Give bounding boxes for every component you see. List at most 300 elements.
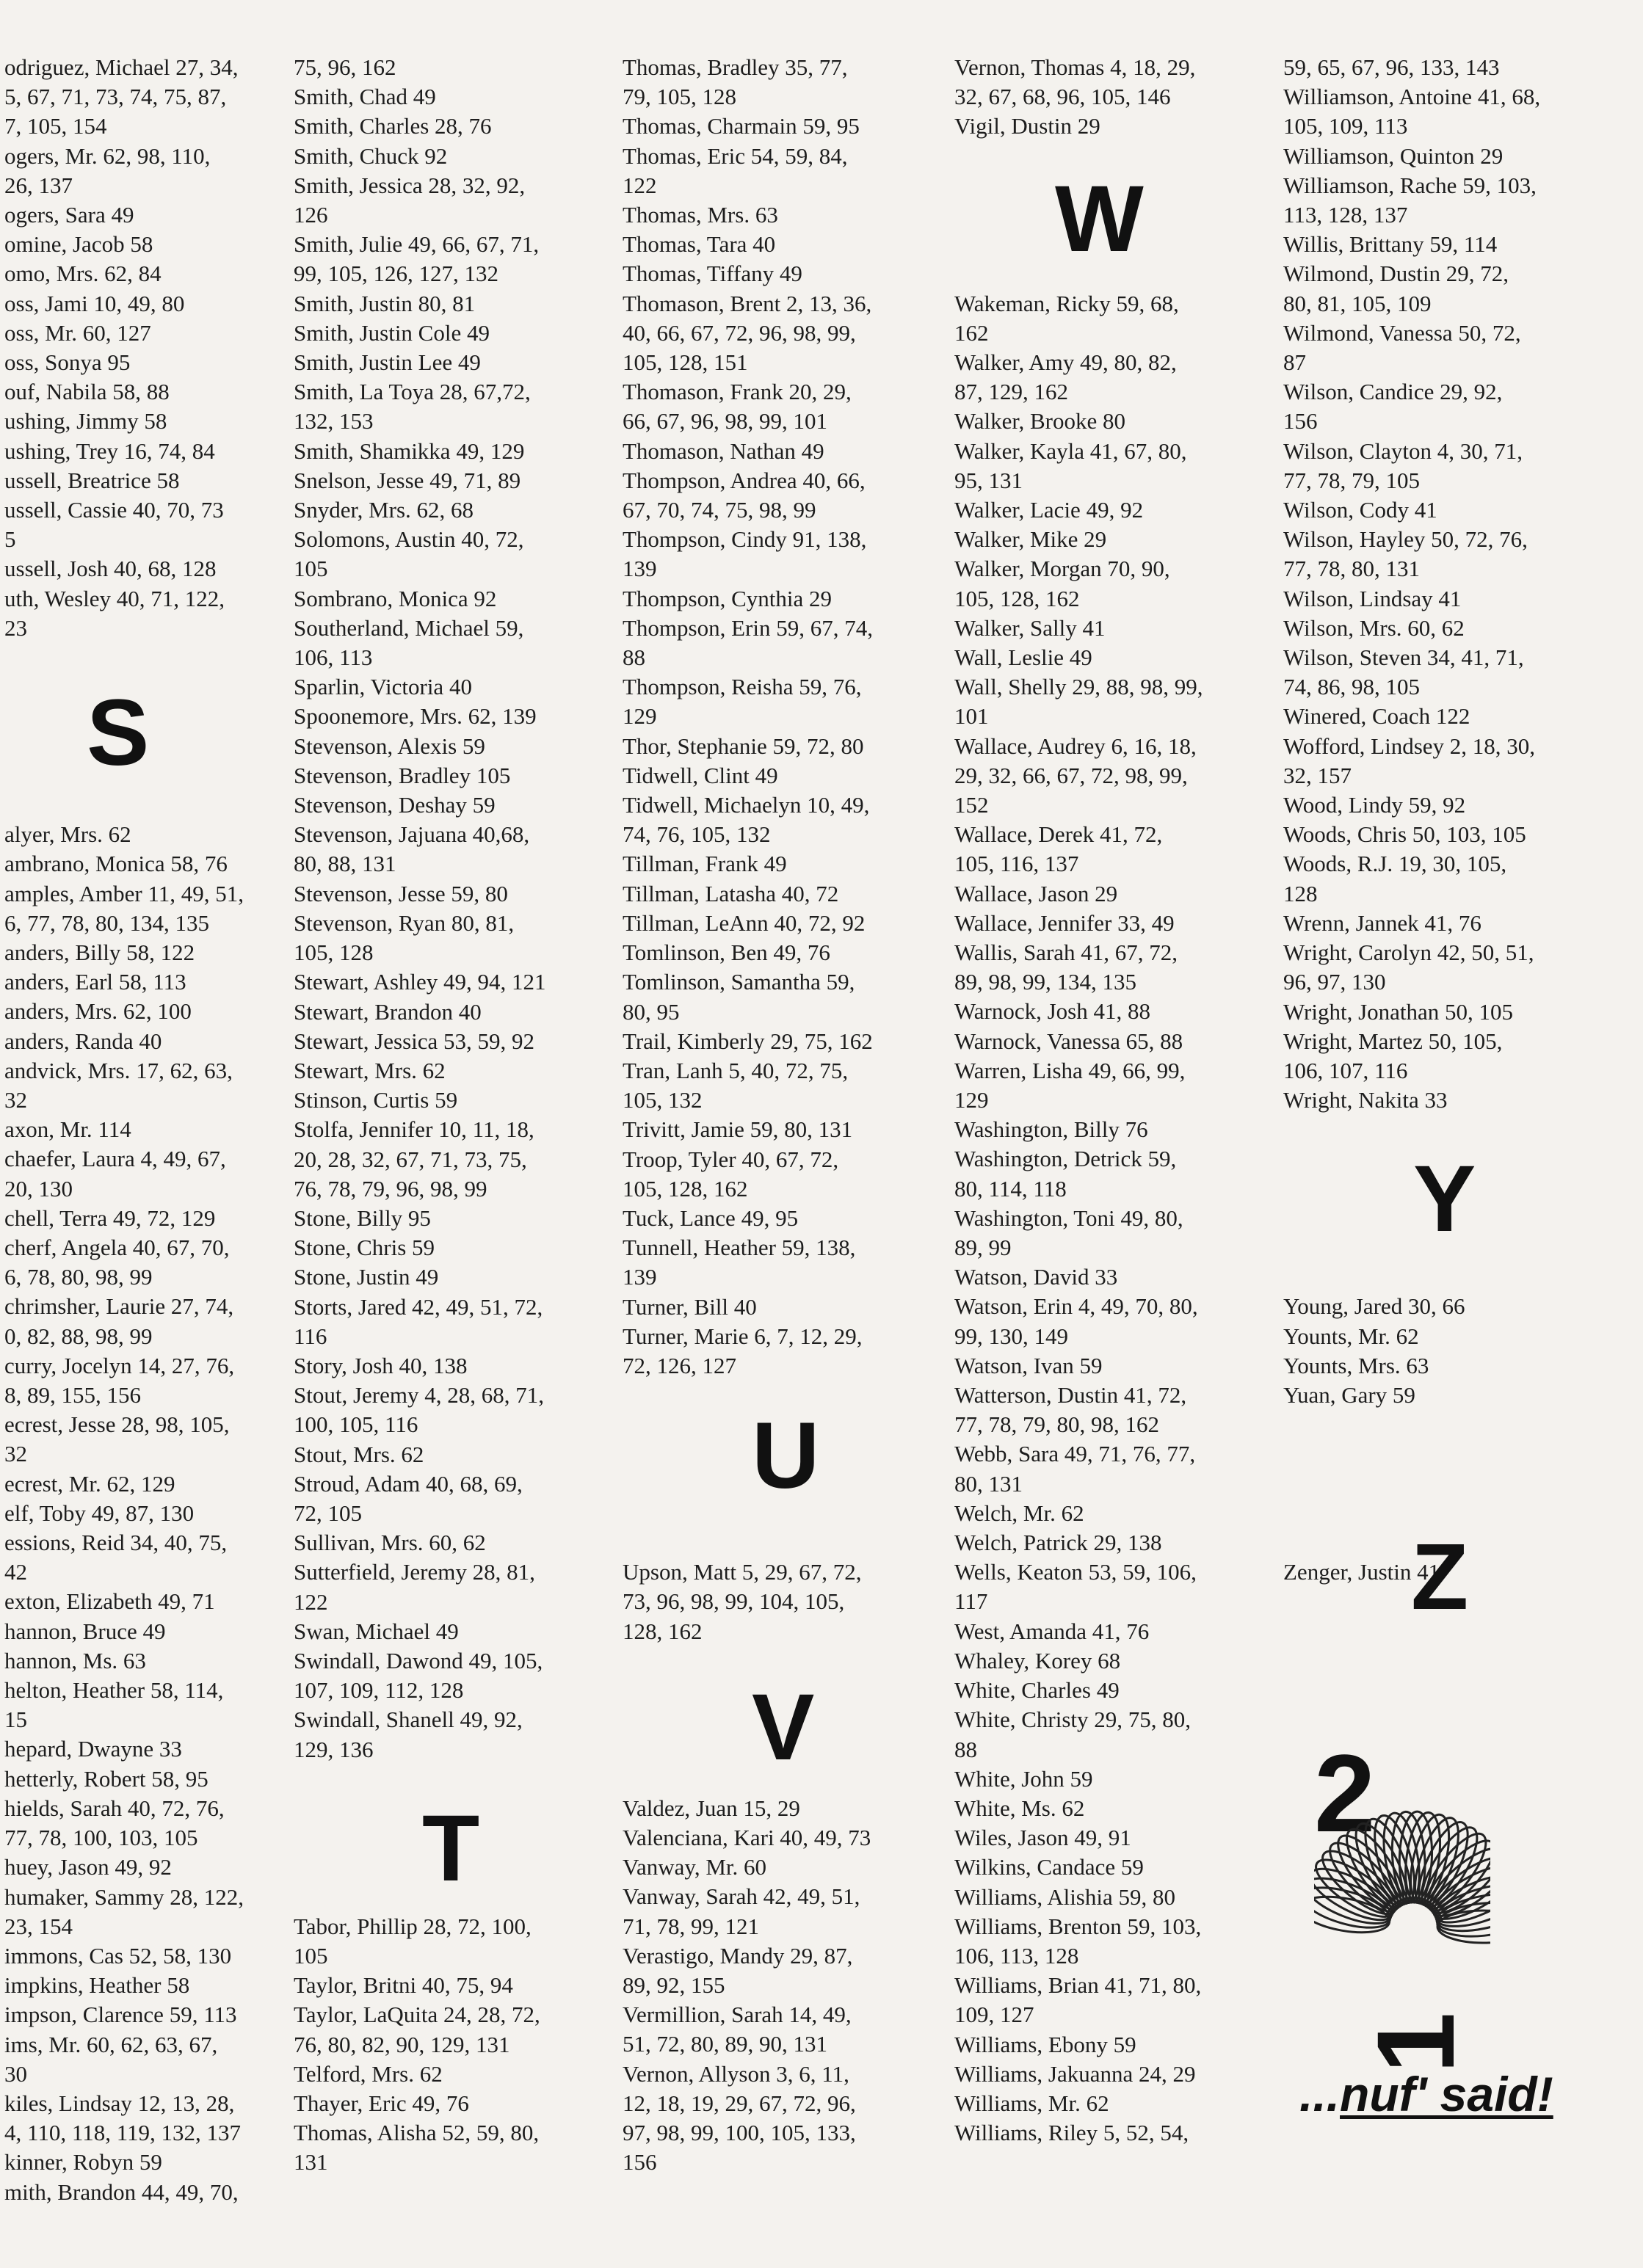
index-entry: Williamson, Antoine 41, 68, (1283, 84, 1541, 110)
index-entry: Wiles, Jason 49, 91 (954, 1825, 1131, 1851)
index-entry: 80, 81, 105, 109 (1283, 290, 1432, 316)
index-entry: Stevenson, Ryan 80, 81, (294, 909, 515, 936)
index-entry: Snelson, Jesse 49, 71, 89 (294, 467, 521, 493)
index-entry: 87, 129, 162 (954, 379, 1068, 405)
index-entry: Wilson, Steven 34, 41, 71, (1283, 644, 1524, 671)
index-entry (1283, 1439, 1636, 1469)
index-entry: 32, 157 (1283, 762, 1352, 788)
tagline-prefix: ... (1299, 2067, 1341, 2121)
index-entry: 162 (954, 319, 989, 346)
index-entry: Tillman, Latasha 40, 72 (623, 880, 839, 906)
index-entry: essions, Reid 34, 40, 75, (4, 1530, 228, 1556)
index-entry: Stevenson, Jajuana 40,68, (294, 821, 530, 848)
index-entry: ussell, Cassie 40, 70, 73 (4, 497, 224, 523)
index-entry: 77, 78, 80, 131 (1283, 556, 1420, 582)
index-entry: anders, Earl 58, 113 (4, 969, 186, 995)
index-entry: Tuck, Lance 49, 95 (623, 1204, 799, 1231)
index-entry: Warnock, Vanessa 65, 88 (954, 1028, 1183, 1054)
index-entry: Wrenn, Jannek 41, 76 (1283, 909, 1481, 936)
index-entry: omo, Mrs. 62, 84 (4, 261, 162, 287)
index-entry: ouf, Nabila 58, 88 (4, 379, 170, 405)
index-entry: 131 (294, 2149, 328, 2176)
index-entry: Smith, Julie 49, 66, 67, 71, (294, 231, 540, 258)
index-entry: Stevenson, Bradley 105 (294, 762, 511, 788)
index-entry: 74, 76, 105, 132 (623, 821, 771, 848)
index-entry: 89, 98, 99, 134, 135 (954, 969, 1136, 995)
index-entry: 129 (954, 1087, 989, 1113)
index-entry: Thor, Stephanie 59, 72, 80 (623, 733, 864, 759)
index-entry: Walker, Mike 29 (954, 526, 1107, 553)
index-entry: 101 (954, 703, 989, 730)
index-entry: Watson, David 33 (954, 1264, 1118, 1290)
index-entry: Stevenson, Jesse 59, 80 (294, 880, 508, 906)
index-entry: 15 (4, 1707, 27, 1733)
index-entry: Stone, Billy 95 (294, 1204, 431, 1231)
index-entry: 105 (294, 556, 328, 582)
index-entry: Thomas, Bradley 35, 77, (623, 54, 848, 80)
index-entry: 106, 113 (294, 644, 373, 671)
index-entry: 73, 96, 98, 99, 104, 105, (623, 1588, 845, 1615)
index-entry: impson, Clarence 59, 113 (4, 2002, 237, 2028)
index-entry: Wood, Lindy 59, 92 (1283, 792, 1466, 818)
index-entry: Sombrano, Monica 92 (294, 585, 497, 611)
index-entry: 76, 78, 79, 96, 98, 99 (294, 1175, 487, 1202)
index-entry: Tomlinson, Samantha 59, (623, 969, 855, 995)
index-entry: oss, Sonya 95 (4, 349, 131, 376)
index-entry: Verastigo, Mandy 29, 87, (623, 1942, 853, 1969)
index-entry: Walker, Amy 49, 80, 82, (954, 349, 1177, 375)
index-entry: Wilmond, Vanessa 50, 72, (1283, 319, 1521, 346)
index-entry: 6, 77, 78, 80, 134, 135 (4, 909, 209, 936)
index-entry: 95, 131 (954, 467, 1023, 493)
index-entry: 105, 128, 162 (954, 585, 1080, 611)
index-entry: Wilson, Hayley 50, 72, 76, (1283, 526, 1528, 553)
index-entry: alyer, Mrs. 62 (4, 821, 131, 848)
index-entry: Southerland, Michael 59, (294, 614, 524, 641)
index-entry: 77, 78, 100, 103, 105 (4, 1825, 198, 1851)
index-entry: Williams, Riley 5, 52, 54, (954, 2120, 1189, 2146)
index-entry: Thompson, Erin 59, 67, 74, (623, 614, 873, 641)
index-entry: 129, 136 (294, 1736, 374, 1762)
index-entry: ushing, Jimmy 58 (4, 408, 167, 435)
section-letter-z: Z (1411, 1524, 1469, 1629)
index-entry: Wilson, Clayton 4, 30, 71, (1283, 437, 1523, 464)
index-entry: chell, Terra 49, 72, 129 (4, 1204, 216, 1231)
index-entry: ussell, Josh 40, 68, 128 (4, 556, 217, 582)
index-entry: 75, 96, 162 (294, 54, 396, 80)
index-entry: 116 (294, 1323, 327, 1349)
index-entry: 23 (4, 614, 27, 641)
index-entry: chaefer, Laura 4, 49, 67, (4, 1146, 226, 1172)
index-entry: Watterson, Dustin 41, 72, (954, 1382, 1187, 1409)
index-entry: Warren, Lisha 49, 66, 99, (954, 1057, 1186, 1083)
index-entry: Wilson, Candice 29, 92, (1283, 379, 1503, 405)
index-entry: West, Amanda 41, 76 (954, 1618, 1150, 1644)
index-entry: 72, 105 (294, 1500, 362, 1526)
spring-2001-artwork (1314, 1729, 1490, 2073)
index-entry: Wright, Nakita 33 (1283, 1087, 1448, 1113)
index-entry: Willis, Brittany 59, 114 (1283, 231, 1498, 258)
index-entry: Welch, Mr. 62 (954, 1500, 1084, 1526)
index-entry: Vanway, Mr. 60 (623, 1854, 767, 1880)
index-entry: 40, 66, 67, 72, 96, 98, 99, (623, 319, 856, 346)
index-entry: Thomason, Frank 20, 29, (623, 379, 852, 405)
index-entry: Wakeman, Ricky 59, 68, (954, 290, 1179, 316)
index-entry: 99, 105, 126, 127, 132 (294, 261, 498, 287)
index-entry: 105, 128, 151 (623, 349, 748, 376)
index-entry: 26, 137 (4, 172, 73, 198)
index-entry: Thomas, Eric 54, 59, 84, (623, 142, 848, 169)
index-entry: Wall, Leslie 49 (954, 644, 1092, 670)
index-entry: cherf, Angela 40, 67, 70, (4, 1235, 230, 1261)
index-entry: Stout, Jeremy 4, 28, 68, 71, (294, 1382, 544, 1409)
index-entry: White, Ms. 62 (954, 1795, 1085, 1821)
index-entry: 105, 128 (294, 939, 374, 966)
index-entry: Stewart, Ashley 49, 94, 121 (294, 969, 546, 995)
index-entry: Snyder, Mrs. 62, 68 (294, 497, 474, 523)
index-entry: 12, 18, 19, 29, 67, 72, 96, (623, 2090, 856, 2116)
index-entry: 105, 109, 113 (1283, 113, 1408, 139)
index-entry: 66, 67, 96, 98, 99, 101 (623, 408, 827, 435)
index-entry: Walker, Kayla 41, 67, 80, (954, 437, 1187, 464)
index-entry: Williams, Alishia 59, 80 (954, 1883, 1175, 1910)
index-entry: Swindall, Shanell 49, 92, (294, 1707, 523, 1733)
index-entry (623, 1646, 953, 1676)
index-entry: Washington, Toni 49, 80, (954, 1204, 1183, 1231)
index-entry: Tomlinson, Ben 49, 76 (623, 939, 830, 966)
tagline-main: nuf' said! (1340, 2067, 1553, 2121)
index-entry: Tran, Lanh 5, 40, 72, 75, (623, 1057, 849, 1083)
index-entry: Turner, Marie 6, 7, 12, 29, (623, 1323, 863, 1349)
index-entry: 89, 92, 155 (623, 1972, 725, 1999)
index-entry: ecrest, Mr. 62, 129 (4, 1470, 175, 1497)
index-entry: helton, Heather 58, 114, (4, 1677, 224, 1704)
index-entry (1283, 1499, 1636, 1528)
index-entry: Woods, Chris 50, 103, 105 (1283, 821, 1526, 848)
index-entry: Younts, Mrs. 63 (1283, 1352, 1429, 1378)
index-entry: 156 (623, 2149, 657, 2176)
index-entry: Thomason, Brent 2, 13, 36, (623, 290, 872, 316)
index-entry: 67, 70, 74, 75, 98, 99 (623, 497, 816, 523)
index-entry: Whaley, Korey 68 (954, 1647, 1121, 1673)
index-entry: 32, 67, 68, 96, 105, 146 (954, 84, 1171, 110)
index-entry: Wilmond, Dustin 29, 72, (1283, 261, 1509, 287)
index-entry: Swindall, Dawond 49, 105, (294, 1647, 543, 1673)
index-entry: 106, 113, 128 (954, 1942, 1079, 1969)
index-entry: Wallace, Audrey 6, 16, 18, (954, 733, 1197, 759)
index-entry: Smith, La Toya 28, 67,72, (294, 379, 531, 405)
index-entry: hepard, Dwayne 33 (4, 1736, 182, 1762)
index-entry: Williams, Brian 41, 71, 80, (954, 1972, 1202, 1999)
index-entry: 105 (294, 1942, 328, 1969)
index-entry: Watson, Erin 4, 49, 70, 80, (954, 1293, 1198, 1320)
index-entry: Stevenson, Deshay 59 (294, 792, 496, 818)
index-entry: Thomas, Charmain 59, 95 (623, 113, 860, 139)
index-entry: 80, 88, 131 (294, 851, 396, 877)
index-entry: exton, Elizabeth 49, 71 (4, 1588, 215, 1615)
index-entry: 128 (1283, 880, 1318, 906)
index-entry: White, Christy 29, 75, 80, (954, 1707, 1192, 1733)
index-entry: Sullivan, Mrs. 60, 62 (294, 1530, 486, 1556)
index-entry: 30 (4, 2060, 27, 2087)
index-entry: Wofford, Lindsey 2, 18, 30, (1283, 733, 1536, 759)
index-entry: 88 (623, 644, 645, 671)
index-entry: Watson, Ivan 59 (954, 1352, 1103, 1378)
index-entry: 20, 130 (4, 1175, 73, 1202)
index-entry: axon, Mr. 114 (4, 1116, 131, 1143)
index-entry: Tidwell, Michaelyn 10, 49, (623, 792, 870, 818)
index-entry: 139 (623, 1264, 657, 1290)
index-entry: 42 (4, 1559, 27, 1585)
index-entry: Story, Josh 40, 138 (294, 1352, 468, 1378)
index-entry: 32 (4, 1087, 27, 1113)
index-entry: 80, 95 (623, 998, 680, 1025)
index-entry (1283, 1262, 1636, 1292)
index-entry: Wallace, Jason 29 (954, 880, 1118, 906)
index-entry: Wallace, Jennifer 33, 49 (954, 909, 1175, 936)
index-entry: Valdez, Juan 15, 29 (623, 1795, 800, 1821)
index-entry: Warnock, Josh 41, 88 (954, 998, 1150, 1025)
index-entry (1283, 1410, 1636, 1439)
index-entry: Trail, Kimberly 29, 75, 162 (623, 1028, 873, 1054)
index-entry: Valenciana, Kari 40, 49, 73 (623, 1825, 871, 1851)
section-letter-v: V (752, 1675, 815, 1780)
index-entry: Thompson, Cindy 91, 138, (623, 526, 867, 553)
index-entry: Walker, Sally 41 (954, 614, 1106, 641)
index-entry: odriguez, Michael 27, 34, (4, 54, 239, 80)
index-entry: uth, Wesley 40, 71, 122, (4, 585, 225, 611)
index-entry: ushing, Trey 16, 74, 84 (4, 437, 215, 464)
index-entry: Solomons, Austin 40, 72, (294, 526, 524, 553)
index-entry: 107, 109, 112, 128 (294, 1677, 464, 1704)
index-entry: 72, 126, 127 (623, 1352, 736, 1378)
index-entry: Stewart, Mrs. 62 (294, 1057, 446, 1083)
index-entry: Stone, Chris 59 (294, 1235, 435, 1261)
tagline (1299, 2066, 1553, 2122)
index-entry: Smith, Charles 28, 76 (294, 113, 492, 139)
index-entry: Thompson, Reisha 59, 76, (623, 674, 862, 700)
index-entry (623, 1528, 953, 1558)
index-column-4 (954, 53, 1285, 2148)
index-entry (1283, 1115, 1636, 1144)
index-entry: 132, 153 (294, 408, 374, 435)
index-entry: 128, 162 (623, 1618, 703, 1644)
index-entry: kinner, Robyn 59 (4, 2149, 162, 2176)
index-entry: ussell, Breatrice 58 (4, 467, 180, 493)
index-entry: 32 (4, 1441, 27, 1467)
index-entry: humaker, Sammy 28, 122, (4, 1883, 244, 1910)
index-entry: Williamson, Rache 59, 103, (1283, 172, 1537, 198)
index-entry: 4, 110, 118, 119, 132, 137 (4, 2120, 242, 2146)
index-entry: 126 (294, 202, 328, 228)
index-entry: 88 (954, 1736, 977, 1762)
index-entry: Younts, Mr. 62 (1283, 1323, 1419, 1349)
index-entry: immons, Cas 52, 58, 130 (4, 1942, 232, 1969)
index-entry: Stroud, Adam 40, 68, 69, (294, 1470, 523, 1497)
index-entry: 74, 86, 98, 105 (1283, 674, 1420, 700)
index-entry: anders, Mrs. 62, 100 (4, 998, 192, 1025)
index-entry: 7, 105, 154 (4, 113, 107, 139)
index-entry: Thomas, Tiffany 49 (623, 261, 802, 287)
index-entry: 20, 28, 32, 67, 71, 73, 75, (294, 1146, 527, 1172)
index-entry: Webb, Sara 49, 71, 76, 77, (954, 1441, 1196, 1467)
index-entry: 122 (623, 172, 657, 198)
index-entry: Vernon, Thomas 4, 18, 29, (954, 54, 1196, 80)
index-entry: Smith, Chad 49 (294, 84, 436, 110)
index-entry: 77, 78, 79, 105 (1283, 467, 1420, 493)
index-entry: Tabor, Phillip 28, 72, 100, (294, 1913, 532, 1939)
index-entry: Tillman, Frank 49 (623, 851, 787, 877)
index-entry: 89, 99 (954, 1235, 1012, 1261)
index-entry: 80, 131 (954, 1470, 1023, 1497)
index-entry: Young, Jared 30, 66 (1283, 1293, 1465, 1320)
index-entry: Vernon, Allyson 3, 6, 11, (623, 2060, 849, 2087)
index-entry: Stinson, Curtis 59 (294, 1087, 458, 1113)
index-entry: Spoonemore, Mrs. 62, 139 (294, 703, 537, 730)
index-entry: Taylor, Britni 40, 75, 94 (294, 1972, 513, 1999)
index-entry: Vanway, Sarah 42, 49, 51, (623, 1883, 860, 1910)
index-entry: anders, Randa 40 (4, 1028, 162, 1054)
index-entry: kiles, Lindsay 12, 13, 28, (4, 2090, 235, 2116)
index-entry: Stewart, Jessica 53, 59, 92 (294, 1028, 535, 1054)
digit-two: 2 (1314, 1731, 1376, 1855)
index-entry: 6, 78, 80, 98, 99 (4, 1264, 153, 1290)
index-entry: Wright, Carolyn 42, 50, 51, (1283, 939, 1534, 966)
index-entry: 97, 98, 99, 100, 105, 133, (623, 2120, 856, 2146)
section-letter-y: Y (1413, 1146, 1476, 1251)
index-entry: Zenger, Justin 41 (1283, 1559, 1440, 1585)
index-entry: 156 (1283, 408, 1318, 435)
index-entry: Tidwell, Clint 49 (623, 762, 778, 788)
index-entry: ecrest, Jesse 28, 98, 105, (4, 1411, 230, 1438)
index-entry: Thomason, Nathan 49 (623, 437, 824, 464)
index-entry: 100, 105, 116 (294, 1411, 418, 1438)
index-entry: mith, Brandon 44, 49, 70, (4, 2178, 239, 2205)
index-entry: Woods, R.J. 19, 30, 105, (1283, 851, 1507, 877)
index-entry: Williams, Jakuanna 24, 29 (954, 2060, 1196, 2087)
index-entry: 76, 80, 82, 90, 129, 131 (294, 2031, 510, 2057)
index-entry: Thompson, Cynthia 29 (623, 585, 833, 611)
index-column-3 (623, 53, 953, 2177)
index-entry: Smith, Jessica 28, 32, 92, (294, 172, 526, 198)
index-entry: Storts, Jared 42, 49, 51, 72, (294, 1293, 543, 1320)
index-entry: ims, Mr. 60, 62, 63, 67, (4, 2031, 218, 2057)
index-entry: hetterly, Robert 58, 95 (4, 1765, 208, 1792)
index-entry: hields, Sarah 40, 72, 76, (4, 1795, 225, 1821)
index-entry: 5 (4, 526, 16, 553)
index-entry: Trivitt, Jamie 59, 80, 131 (623, 1116, 853, 1143)
section-letter-u: U (752, 1403, 820, 1508)
index-entry: ogers, Sara 49 (4, 202, 134, 228)
index-entry: 113, 128, 137 (1283, 202, 1408, 228)
index-entry: Wells, Keaton 53, 59, 106, (954, 1559, 1197, 1585)
index-entry: 5, 67, 71, 73, 74, 75, 87, (4, 84, 227, 110)
index-column-5 (1283, 53, 1636, 1587)
index-entry: Stevenson, Alexis 59 (294, 733, 485, 759)
index-entry: Williams, Ebony 59 (954, 2031, 1136, 2057)
index-entry (294, 1764, 617, 1794)
index-entry: 109, 127 (954, 2002, 1034, 2028)
index-entry: Wilson, Lindsay 41 (1283, 585, 1462, 611)
index-entry: Winered, Coach 122 (1283, 703, 1470, 730)
index-entry: Thomas, Alisha 52, 59, 80, (294, 2120, 540, 2146)
index-entry: Wall, Shelly 29, 88, 98, 99, (954, 674, 1203, 700)
index-entry: Swan, Michael 49 (294, 1618, 459, 1644)
index-entry: 96, 97, 130 (1283, 969, 1386, 995)
index-entry: 8, 89, 155, 156 (4, 1382, 141, 1409)
index-entry: 106, 107, 116 (1283, 1057, 1408, 1083)
index-entry: 105, 128, 162 (623, 1175, 748, 1202)
index-entry: Vermillion, Sarah 14, 49, (623, 2002, 852, 2028)
index-entry: 99, 130, 149 (954, 1323, 1068, 1349)
index-entry: Tunnell, Heather 59, 138, (623, 1235, 856, 1261)
index-entry: Thayer, Eric 49, 76 (294, 2090, 469, 2116)
index-entry: 139 (623, 556, 657, 582)
index-entry: 0, 82, 88, 98, 99 (4, 1323, 153, 1349)
index-entry: 80, 114, 118 (954, 1175, 1067, 1202)
index-entry: hannon, Bruce 49 (4, 1618, 166, 1644)
index-entry: Welch, Patrick 29, 138 (954, 1530, 1162, 1556)
index-entry: impkins, Heather 58 (4, 1972, 190, 1999)
index-entry: Sparlin, Victoria 40 (294, 674, 472, 700)
index-entry: 105, 132 (623, 1087, 703, 1113)
index-entry: Smith, Shamikka 49, 129 (294, 437, 525, 464)
index-entry: ambrano, Monica 58, 76 (4, 851, 228, 877)
index-entry: Wilkins, Candace 59 (954, 1854, 1144, 1880)
index-entry: 23, 154 (4, 1913, 73, 1939)
index-entry: oss, Jami 10, 49, 80 (4, 290, 185, 316)
index-entry: anders, Billy 58, 122 (4, 939, 195, 965)
index-entry: 71, 78, 99, 121 (623, 1913, 759, 1939)
index-entry: Smith, Justin Cole 49 (294, 319, 490, 346)
index-entry: 79, 105, 128 (623, 84, 736, 110)
index-entry: Tillman, LeAnn 40, 72, 92 (623, 909, 866, 936)
index-entry: 29, 32, 66, 67, 72, 98, 99, (954, 762, 1188, 788)
index-entry: Thomas, Tara 40 (623, 231, 776, 258)
index-entry: Williams, Brenton 59, 103, (954, 1913, 1202, 1939)
index-entry: Smith, Justin Lee 49 (294, 349, 481, 376)
index-entry: 105, 116, 137 (954, 851, 1079, 877)
index-entry: Williams, Mr. 62 (954, 2090, 1109, 2116)
index-entry: huey, Jason 49, 92 (4, 1854, 172, 1880)
index-entry: Stewart, Brandon 40 (294, 998, 482, 1025)
index-entry: White, Charles 49 (954, 1677, 1120, 1704)
index-entry: Smith, Chuck 92 (294, 142, 448, 169)
index-entry: Turner, Bill 40 (623, 1293, 757, 1320)
index-entry: Wallis, Sarah 41, 67, 72, (954, 939, 1178, 966)
index-entry: Wilson, Mrs. 60, 62 (1283, 614, 1465, 641)
index-entry: 51, 72, 80, 89, 90, 131 (623, 2031, 827, 2057)
index-entry: White, John 59 (954, 1765, 1093, 1792)
index-entry: Walker, Brooke 80 (954, 408, 1125, 435)
index-entry (1283, 1469, 1636, 1499)
section-letter-w: W (1055, 167, 1144, 272)
index-entry: Thompson, Andrea 40, 66, (623, 467, 866, 493)
index-entry: 59, 65, 67, 96, 133, 143 (1283, 54, 1500, 80)
index-entry: Stout, Mrs. 62 (294, 1441, 424, 1467)
index-column-1 (4, 53, 283, 2207)
section-letter-t: T (422, 1796, 480, 1901)
index-entry: elf, Toby 49, 87, 130 (4, 1500, 195, 1526)
index-entry: Thomas, Mrs. 63 (623, 202, 778, 228)
index-entry: hannon, Ms. 63 (4, 1647, 146, 1673)
index-entry: 87 (1283, 349, 1306, 376)
index-entry: oss, Mr. 60, 127 (4, 319, 151, 346)
index-entry: omine, Jacob 58 (4, 231, 153, 258)
index-entry: Wright, Martez 50, 105, (1283, 1028, 1503, 1054)
index-entry: andvick, Mrs. 17, 62, 63, (4, 1057, 233, 1083)
index-entry: Wallace, Derek 41, 72, (954, 821, 1163, 848)
